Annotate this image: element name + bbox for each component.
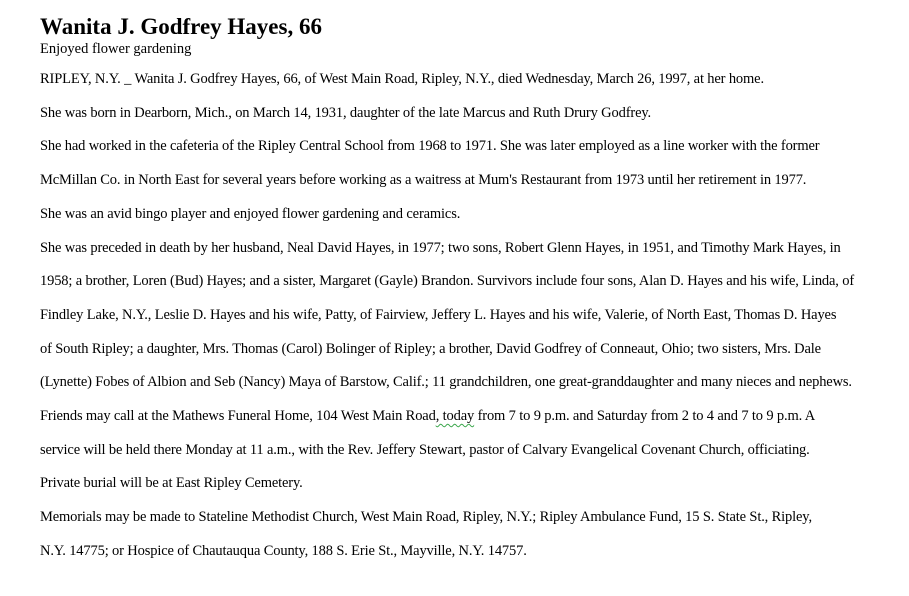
paragraph-family [40,232,900,401]
text-line: RIPLEY, N.Y. _ Wanita J. Godfrey Hayes, 66, of West Main Road, Ripley, N.Y., died Wednesday, March 26, 1997, at her home. [40,71,764,87]
text-line: Private burial will be at East Ripley Cemetery. [40,475,303,492]
paragraph-birth [40,97,900,131]
text-line: Findley Lake, N.Y., Leslie D. Hayes and his wife, Patty, of Fairview, Jeffery L. Hayes and his wife, Valerie, of North East, Thomas D. Hayes [40,306,837,323]
text-line: McMillan Co. in North East for several years before working as a waitress at Mum's Restaurant from 1973 until her retirement in 1977. [40,172,807,189]
paragraph-employment [40,130,900,197]
text-line: She was an avid bingo player and enjoyed flower gardening and ceramics. [40,205,461,222]
text-line [40,400,900,434]
text-line: Memorials may be made to Stateline Methodist Church, West Main Road, Ripley, N.Y.; Ripley Ambulance Fund, 15 S. State St., Ripley, [40,509,812,526]
obituary-document [40,13,900,569]
text-line: of South Ripley; a daughter, Mrs. Thomas (Carol) Bolinger of Ripley; a brother, David Godfrey of Conneaut, Ohio; two sisters, Mrs. Dale [40,340,821,357]
text-segment: Friends may call at the Mathews Funeral Home, 104 West Main Road [40,408,436,425]
text-line: She had worked in the cafeteria of the Ripley Central School from 1968 to 1971. She was later employed as a line worker with the former [40,138,820,155]
paragraph-burial [40,467,900,501]
paragraph-memorials [40,501,900,568]
spellcheck-flagged-text[interactable]: , today [435,408,475,425]
text-line: She was preceded in death by her husband, Neal David Hayes, in 1977; two sons, Robert Glenn Hayes, in 1951, and Timothy Mark Hayes, in [40,239,841,256]
paragraph-hobbies [40,198,900,232]
text-line: She was born in Dearborn, Mich., on March 14, 1931, daughter of the late Marcus and Ruth Drury Godfrey. [40,104,651,121]
text-line: 1958; a brother, Loren (Bud) Hayes; and a sister, Margaret (Gayle) Brandon. Survivors include four sons, Alan D. Hayes and his wife, Linda, of [40,273,855,290]
obituary-subtitle: Enjoyed flower gardening [40,41,192,57]
text-line: (Lynette) Fobes of Albion and Seb (Nancy) Maya of Barstow, Calif.; 11 grandchildren, one great-granddaughter and many nieces and nephews. [40,374,852,391]
obituary-title: Wanita J. Godfrey Hayes, 66 [40,14,322,39]
text-line: service will be held there Monday at 11 a.m., with the Rev. Jeffery Stewart, pastor of Calvary Evangelical Covenant Church, officiating. [40,441,810,458]
text-segment: from 7 to 9 p.m. and Saturday from 2 to 4 and 7 to 9 p.m. A [474,408,816,425]
text-line: N.Y. 14775; or Hospice of Chautauqua County, 188 S. Erie St., Mayville, N.Y. 14757. [40,542,527,559]
paragraph-death-notice [40,63,900,97]
paragraph-services [40,400,900,467]
